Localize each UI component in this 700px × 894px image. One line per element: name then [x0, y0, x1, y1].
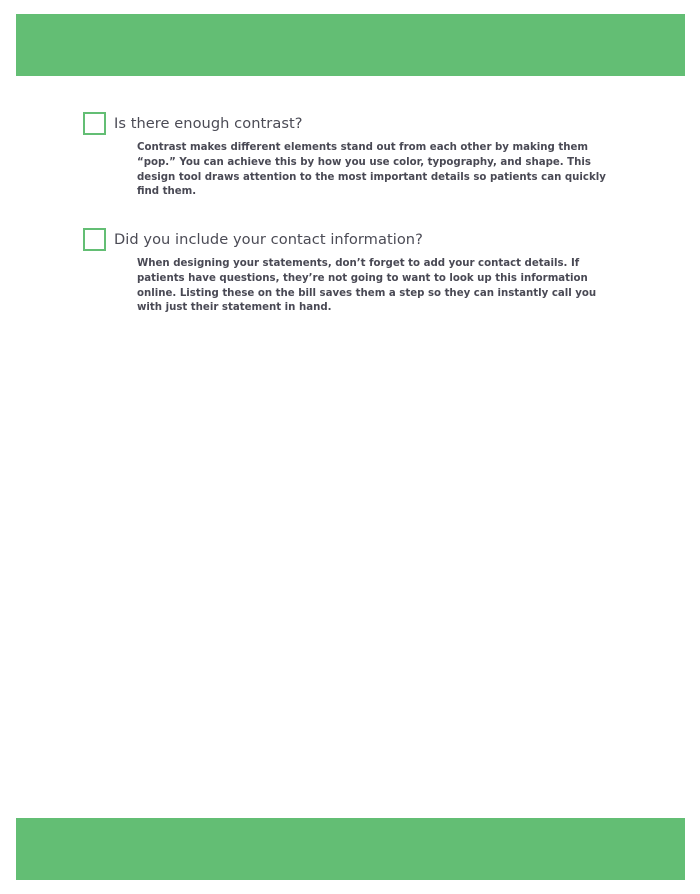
- body-contact: When designing your statements, don’t forget to add your contact details. If patients have questions, they’re not going to want to look up this information online. Listing these on the bill saves them a step so they can instantly call you with just their statement in hand.: [137, 258, 597, 314]
- body-contrast: Contrast makes different elements stand out from each other by making them “pop.” You can achieve this by how you use color, typography, and shape. This design tool draws attention to the most important details so patients can quickly find them.: [137, 142, 606, 198]
- checkbox-contact[interactable]: [83, 228, 106, 251]
- question-contact: Did you include your contact information?: [114, 231, 423, 248]
- checkbox-contrast[interactable]: [83, 112, 106, 135]
- footer-band: [16, 818, 685, 880]
- checklist-item-contact: [83, 228, 643, 316]
- header-band: [16, 14, 685, 76]
- checklist-item-contrast: [83, 112, 643, 200]
- question-contrast: Is there enough contrast?: [114, 115, 303, 132]
